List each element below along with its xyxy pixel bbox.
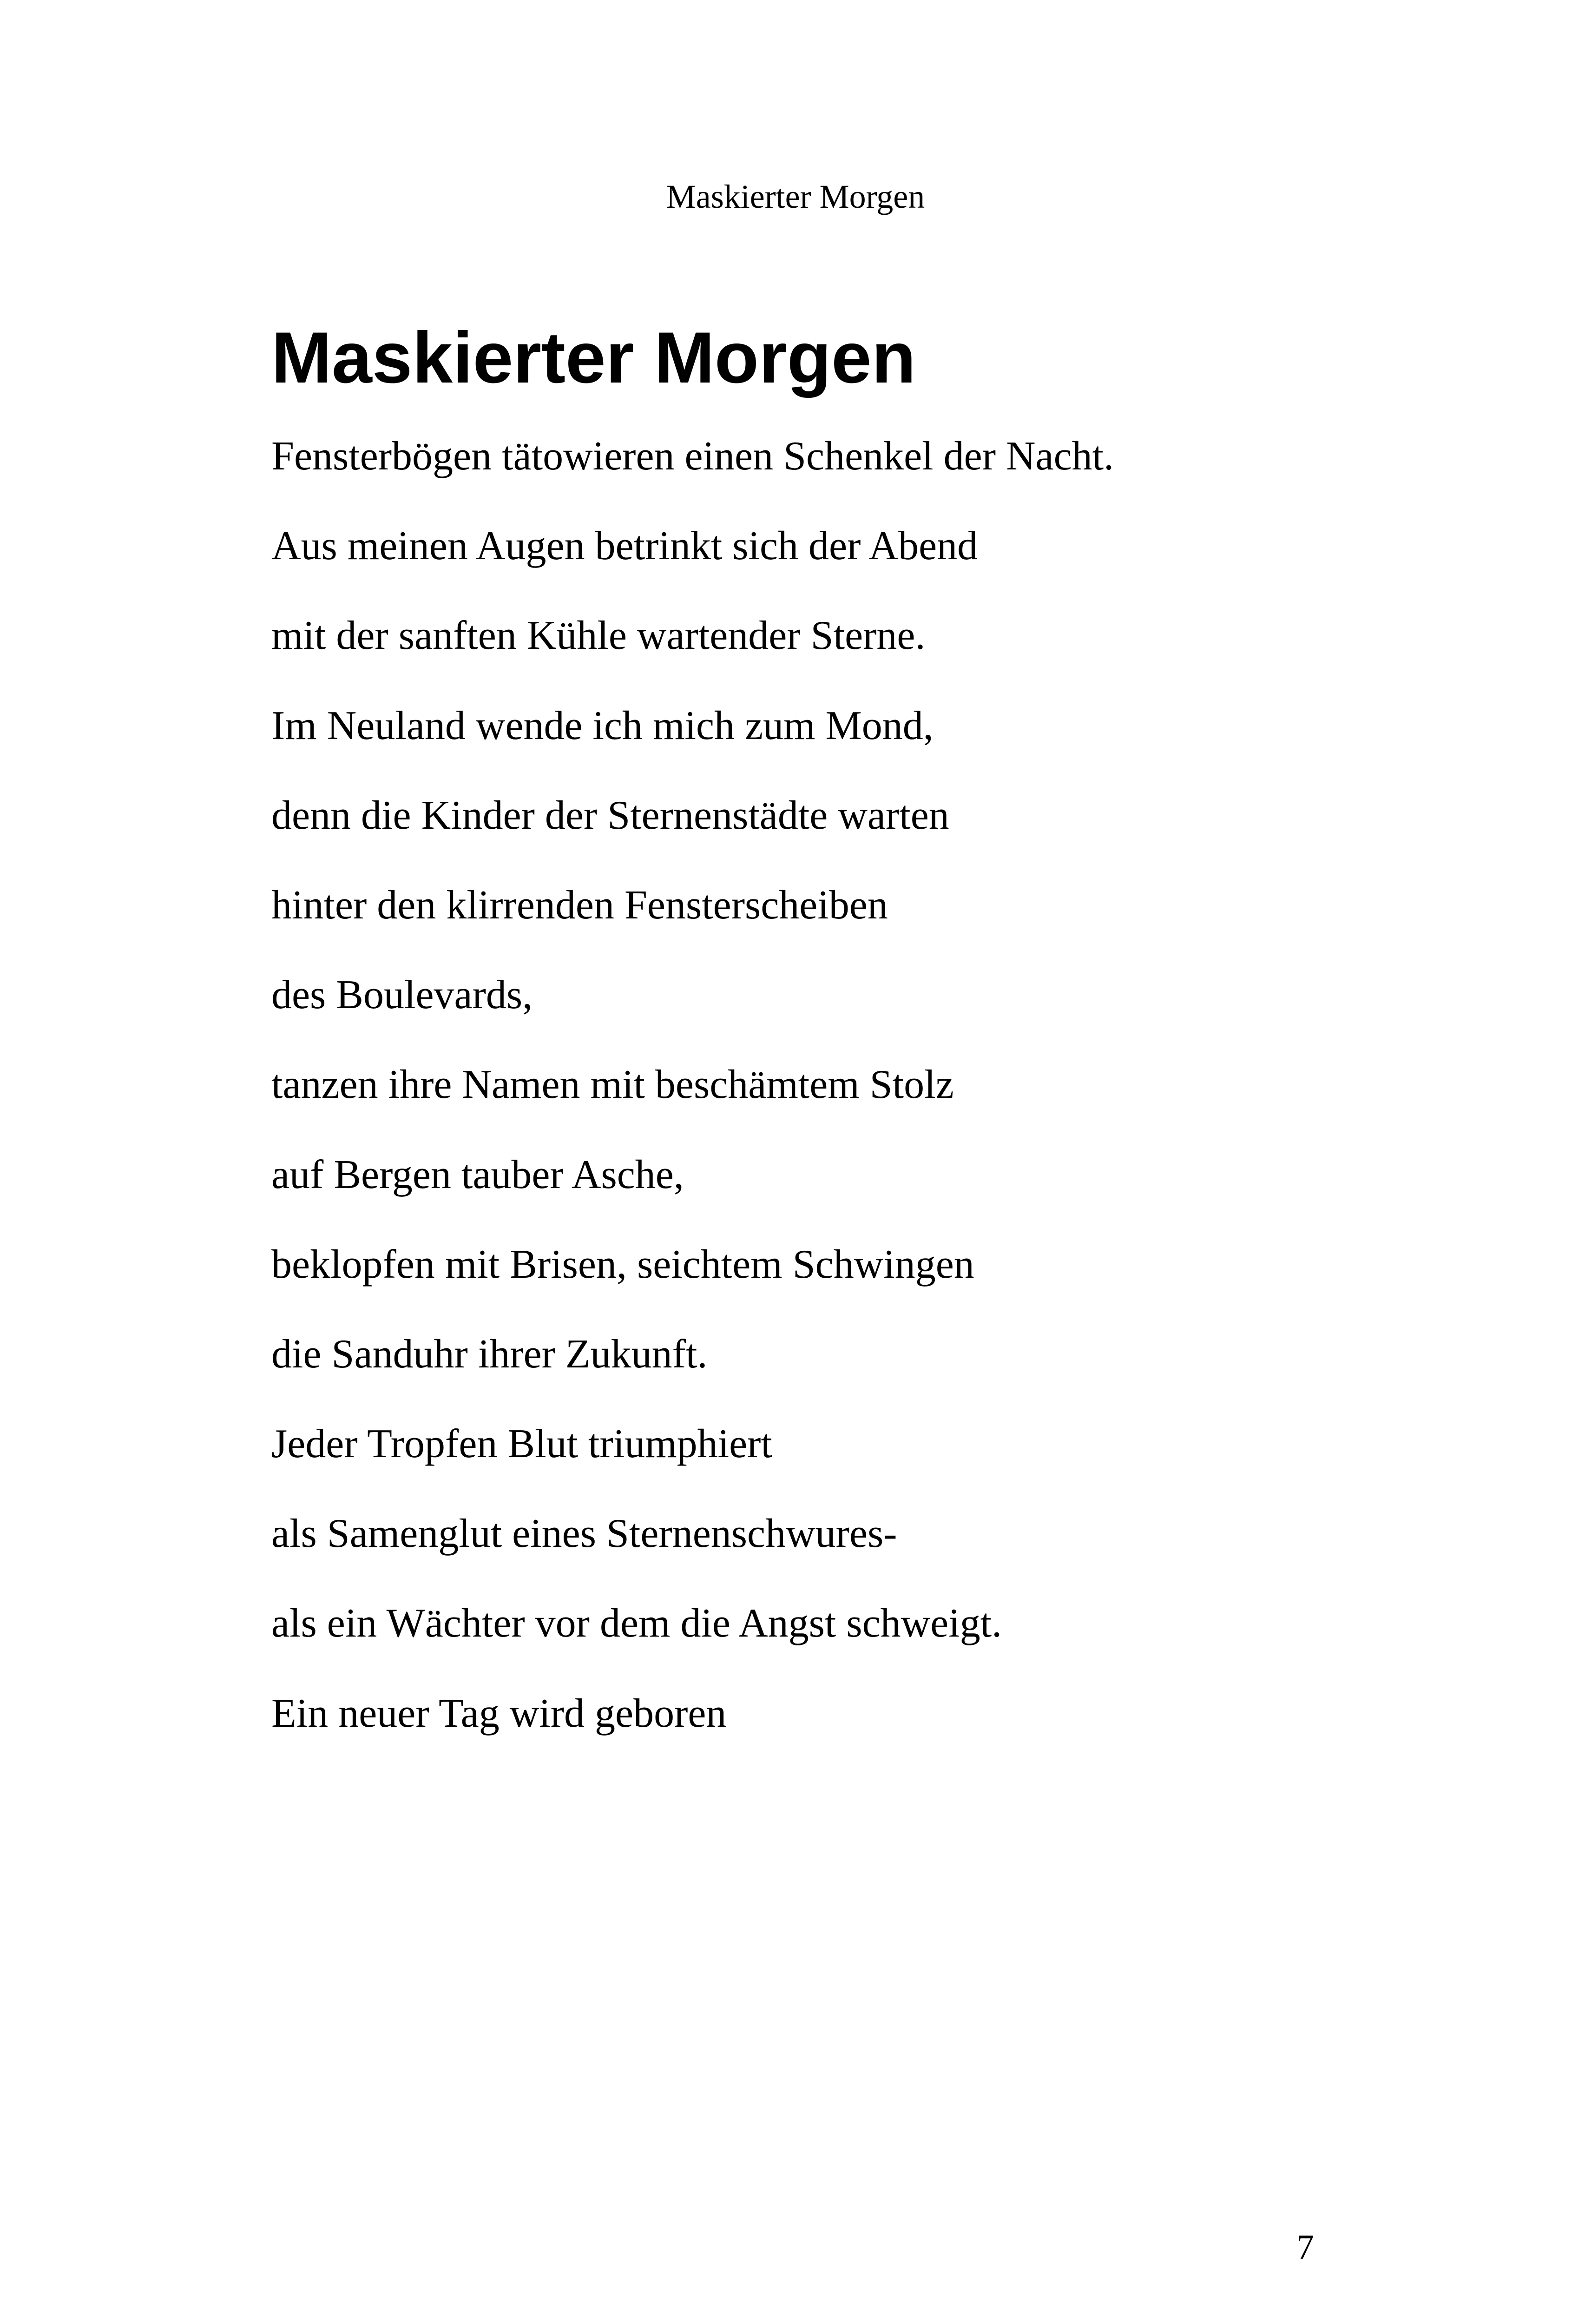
poem-line: Aus meinen Augen betrinkt sich der Abend xyxy=(271,523,978,569)
poem-line: des Boulevards, xyxy=(271,972,533,1018)
poem-line: auf Bergen tauber Asche, xyxy=(271,1152,684,1197)
poem-line: tanzen ihre Namen mit beschämtem Stolz xyxy=(271,1062,954,1108)
page-number: 7 xyxy=(1296,2228,1314,2267)
poem-line: beklopfen mit Brisen, seichtem Schwingen xyxy=(271,1241,974,1287)
poem-line: Jeder Tropfen Blut triumphiert xyxy=(271,1421,772,1467)
poem-line: die Sanduhr ihrer Zukunft. xyxy=(271,1331,708,1377)
poem-line: denn die Kinder der Sternenstädte warten xyxy=(271,792,949,838)
poem-line: mit der sanften Kühle wartender Sterne. xyxy=(271,613,926,659)
poem-body xyxy=(271,429,1114,1776)
running-header: Maskierter Morgen xyxy=(666,178,925,215)
poem-line: Ein neuer Tag wird geboren xyxy=(271,1690,727,1736)
poem-line: als ein Wächter vor dem die Angst schweigt. xyxy=(271,1601,1002,1646)
poem-line: Im Neuland wende ich mich zum Mond, xyxy=(271,703,934,748)
poem-line: als Samenglut eines Sternenschwures- xyxy=(271,1511,897,1557)
poem-line: Fensterbögen tätowieren einen Schenkel der Nacht. xyxy=(271,434,1114,479)
poem-line: hinter den klirrenden Fensterscheiben xyxy=(271,882,888,928)
poem-title: Maskierter Morgen xyxy=(271,317,916,398)
